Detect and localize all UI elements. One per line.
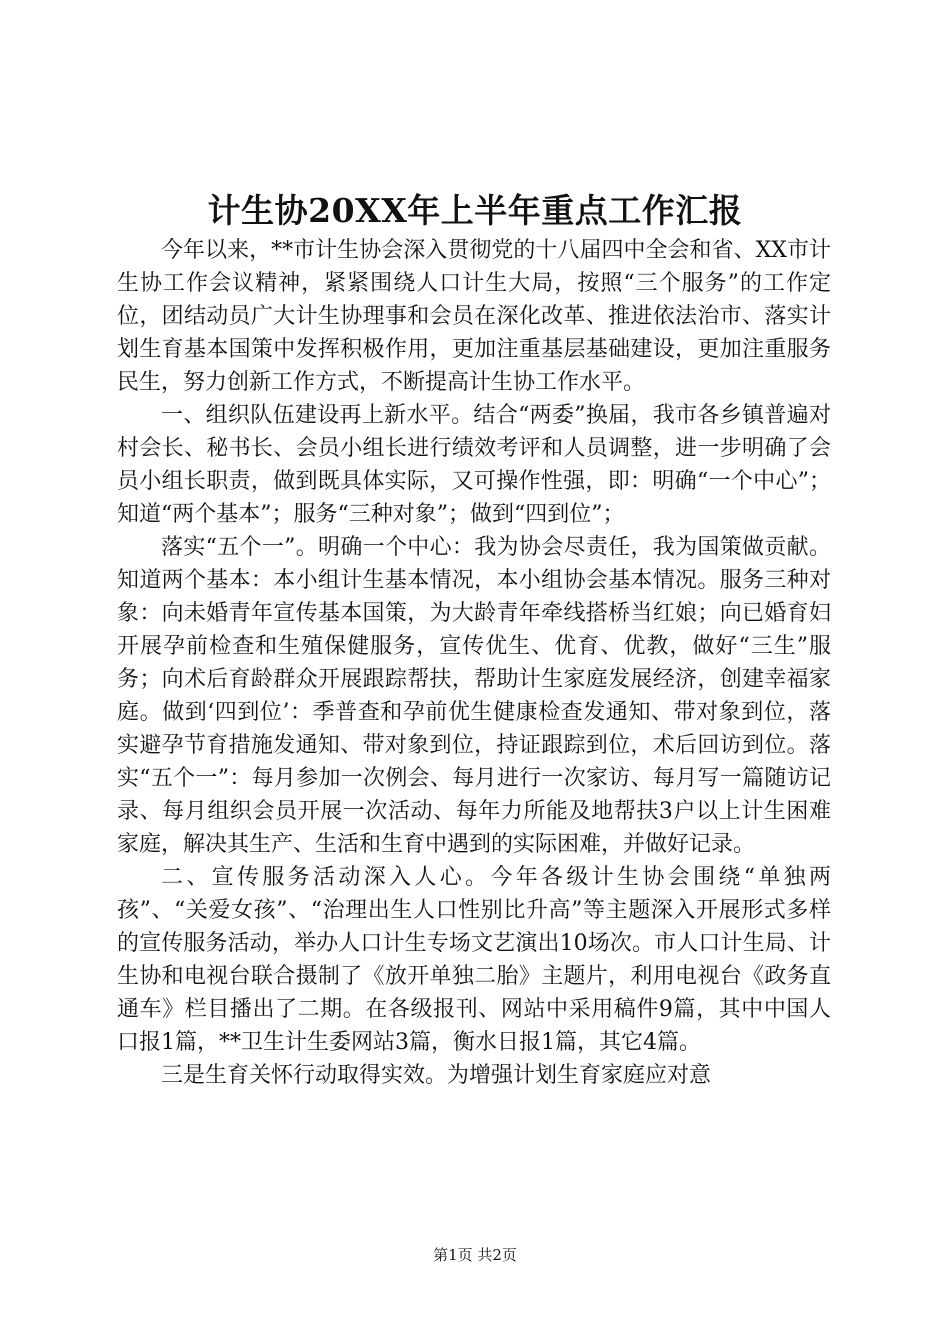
paragraph-intro: 今年以来，**市计生协会深入贯彻党的十八届四中全会和省、XX市计生协工作会议精神，紧紧围绕人口计生大局，按照“三个服务”的工作定位，团结动员广大计生协理事和会员在深化改革、推进依法治市、落实计划生育基本国策中发挥积极作用，更加注重基层基础建设，更加注重服务民生，努力创新工作方式，不断提高计生协工作水平。: [117, 238, 831, 395]
paragraph-care: 三是生育关怀行动取得实效。为增强计划生育家庭应对意: [161, 1063, 712, 1088]
paragraph-five-ones: 落实“五个一”。明确一个中心：我为协会尽责任，我为国策做贡献。知道两个基本：本小组计生基本情况，本小组协会基本情况。服务三种对象：向未婚青年宣传基本国策，为大龄青年牵线搭桥当红娘；向已婚育妇开展孕前检查和生殖保健服务，宣传优生、优育、优教，做好“三生”服务；向术后育龄群众开展跟踪帮扶，帮助计生家庭发展经济，创建幸福家庭。做到‘四到位’：季普查和孕前优生健康检查发通知、带对象到位，落实避孕节育措施发通知、带对象到位，持证跟踪到位，术后回访到位。落实“五个一”：每月参加一次例会、每月进行一次家访、每月写一篇随访记录、每月组织会员开展一次活动、每年力所能及地帮扶3户以上计生困难家庭，解决其生产、生活和生育中遇到的实际困难，并做好记录。: [117, 535, 831, 857]
document-body: [117, 234, 831, 1092]
paragraph-organization: 一、组织队伍建设再上新水平。结合“两委”换届，我市各乡镇普遍对村会长、秘书长、会员小组长进行绩效考评和人员调整，进一步明确了会员小组长职责，做到既具体实际，又可操作性强，即：明确“一个中心”；知道“两个基本”；服务“三种对象”；做到“四到位”；: [117, 403, 831, 527]
page-number-footer: 第1页 共2页: [433, 1246, 517, 1264]
document-title: 计生协20XX年上半年重点工作汇报: [207, 191, 743, 230]
paragraph-publicity: 二、宣传服务活动深入人心。今年各级计生协会围绕“单独两孩”、“关爱女孩”、“治理出生人口性别比升高”等主题深入开展形式多样的宣传服务活动，举办人口计生专场文艺演出10场次。市人口计生局、计生协和电视台联合摄制了《放开单独二胎》主题片，利用电视台《政务直通车》栏目播出了二期。在各级报刊、网站中采用稿件9篇，其中中国人口报1篇，**卫生计生委网站3篇，衡水日报1篇，其它4篇。: [117, 865, 831, 1055]
